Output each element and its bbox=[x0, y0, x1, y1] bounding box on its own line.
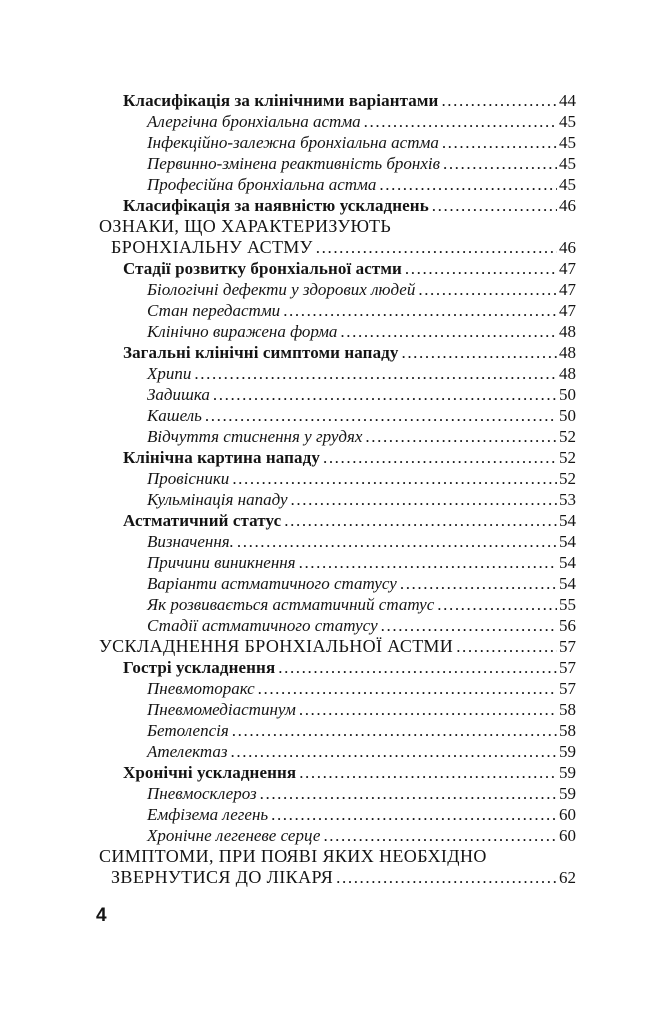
toc-entry-line bbox=[99, 720, 576, 741]
toc-entry-title: Стадії астматичного статусу bbox=[147, 616, 378, 635]
toc-entry-title: Стадії розвитку бронхіальної астми bbox=[123, 259, 402, 278]
toc-entry-title: БРОНХІАЛЬНУ АСТМУ bbox=[111, 237, 313, 257]
toc-entry-line bbox=[99, 615, 576, 636]
toc-entry-title: Пневмоторакс bbox=[147, 679, 255, 698]
toc-entry-title: Провісники bbox=[147, 469, 230, 488]
toc-entry-page: 52 bbox=[559, 427, 576, 446]
toc-entry-title: Інфекційно-залежна бронхіальна астма bbox=[147, 133, 439, 152]
toc-entry-page: 50 bbox=[559, 406, 576, 425]
toc-entry-page: 47 bbox=[559, 301, 576, 320]
toc-entry-page: 45 bbox=[559, 112, 576, 131]
dot-leader bbox=[194, 363, 557, 384]
dot-leader bbox=[323, 825, 557, 846]
toc-entry-page: 54 bbox=[559, 532, 576, 551]
toc-entry-title: СИМПТОМИ, ПРИ ПОЯВІ ЯКИХ НЕОБХІДНО bbox=[99, 846, 487, 866]
dot-leader bbox=[278, 657, 557, 678]
dot-leader bbox=[258, 678, 557, 699]
dot-leader bbox=[437, 594, 557, 615]
dot-leader bbox=[364, 111, 557, 132]
toc-entry-title: Професійна бронхіальна астма bbox=[147, 175, 377, 194]
toc-entry-line bbox=[99, 111, 576, 132]
toc-entry-title: Класифікація за клінічними варіантами bbox=[123, 91, 439, 110]
toc-entry-page: 48 bbox=[559, 343, 576, 362]
toc-entry-title: Алергічна бронхіальна астма bbox=[147, 112, 361, 131]
dot-leader bbox=[291, 489, 557, 510]
toc-entry-line bbox=[99, 762, 576, 783]
toc-entry-line bbox=[99, 867, 576, 888]
dot-leader bbox=[260, 783, 557, 804]
toc-entry-page: 47 bbox=[559, 259, 576, 278]
toc-entry-page: 54 bbox=[559, 574, 576, 593]
toc-entry-title: Варіанти астматичного статусу bbox=[147, 574, 397, 593]
toc-entry-page: 58 bbox=[559, 700, 576, 719]
dot-leader bbox=[205, 405, 557, 426]
toc-entry-line bbox=[99, 783, 576, 804]
dot-leader bbox=[381, 615, 557, 636]
toc-entry-page: 46 bbox=[559, 196, 576, 215]
toc-entry-line bbox=[99, 90, 576, 111]
toc-entry-page: 57 bbox=[559, 658, 576, 677]
toc-entry-page: 45 bbox=[559, 154, 576, 173]
dot-leader bbox=[237, 531, 557, 552]
dot-leader bbox=[232, 468, 557, 489]
toc-entry-line bbox=[99, 489, 576, 510]
toc-entry-title: Емфізема легень bbox=[147, 805, 269, 824]
toc-entry-title: Задишка bbox=[147, 385, 210, 404]
page-number: 4 bbox=[96, 905, 107, 926]
dot-leader bbox=[283, 300, 557, 321]
dot-leader bbox=[323, 447, 557, 468]
toc-entry-line bbox=[99, 426, 576, 447]
table-of-contents bbox=[99, 90, 576, 888]
toc-entry-line bbox=[99, 237, 576, 258]
toc-entry-title: Пневмосклероз bbox=[147, 784, 257, 803]
toc-entry-title: Астматичний статус bbox=[123, 511, 282, 530]
toc-entry-line bbox=[99, 468, 576, 489]
dot-leader bbox=[401, 342, 557, 363]
dot-leader bbox=[442, 132, 557, 153]
toc-entry-line bbox=[99, 741, 576, 762]
toc-entry-page: 48 bbox=[559, 364, 576, 383]
toc-entry-title: Хрипи bbox=[147, 364, 192, 383]
toc-entry-line bbox=[99, 447, 576, 468]
toc-entry-line bbox=[99, 699, 576, 720]
dot-leader bbox=[284, 510, 557, 531]
toc-entry-title: Кульмінація нападу bbox=[147, 490, 288, 509]
toc-entry-page: 59 bbox=[559, 763, 576, 782]
toc-entry-title: Як розвивається астматичний статус bbox=[147, 595, 435, 614]
toc-entry-page: 47 bbox=[559, 280, 576, 299]
toc-entry-title: Первинно-змінена реактивність бронхів bbox=[147, 154, 440, 173]
dot-leader bbox=[443, 153, 557, 174]
toc-entry-line bbox=[99, 279, 576, 300]
toc-entry-line bbox=[99, 363, 576, 384]
toc-entry-title: Причини виникнення bbox=[147, 553, 296, 572]
toc-entry-title: Відчуття стиснення у грудях bbox=[147, 427, 363, 446]
dot-leader bbox=[379, 174, 557, 195]
dot-leader bbox=[336, 867, 557, 888]
toc-entry-title: Пневмомедіастинум bbox=[147, 700, 296, 719]
dot-leader bbox=[299, 552, 557, 573]
toc-entry-page: 45 bbox=[559, 175, 576, 194]
dot-leader bbox=[400, 573, 557, 594]
dot-leader bbox=[365, 426, 557, 447]
toc-entry-line bbox=[99, 552, 576, 573]
toc-entry-page: 57 bbox=[559, 679, 576, 698]
toc-entry-title: Ателектаз bbox=[147, 742, 228, 761]
toc-entry-line bbox=[99, 195, 576, 216]
toc-entry-page: 60 bbox=[559, 805, 576, 824]
toc-entry-page: 46 bbox=[559, 238, 576, 257]
toc-entry-line bbox=[99, 825, 576, 846]
toc-entry-line bbox=[99, 846, 576, 867]
dot-leader bbox=[456, 636, 557, 657]
dot-leader bbox=[213, 384, 557, 405]
toc-entry-line bbox=[99, 132, 576, 153]
dot-leader bbox=[299, 699, 557, 720]
toc-entry-page: 62 bbox=[559, 868, 576, 887]
toc-entry-title: Гострі ускладнення bbox=[123, 658, 276, 677]
toc-entry-line bbox=[99, 342, 576, 363]
toc-entry-line bbox=[99, 384, 576, 405]
toc-entry-title: ЗВЕРНУТИСЯ ДО ЛІКАРЯ bbox=[111, 867, 334, 887]
toc-entry-page: 44 bbox=[559, 91, 576, 110]
toc-entry-page: 57 bbox=[559, 637, 576, 656]
toc-entry-page: 45 bbox=[559, 133, 576, 152]
toc-entry-title: Стан передастми bbox=[147, 301, 281, 320]
toc-entry-line bbox=[99, 405, 576, 426]
toc-entry-line bbox=[99, 678, 576, 699]
toc-entry-title: Клінічно виражена форма bbox=[147, 322, 338, 341]
toc-entry-line bbox=[99, 573, 576, 594]
toc-entry-page: 52 bbox=[559, 448, 576, 467]
toc-entry-page: 58 bbox=[559, 721, 576, 740]
toc-entry-title: Хронічні ускладнення bbox=[123, 763, 297, 782]
toc-entry-title: Класифікація за наявністю ускладнень bbox=[123, 196, 429, 215]
toc-entry-line bbox=[99, 258, 576, 279]
toc-entry-page: 50 bbox=[559, 385, 576, 404]
toc-entry-page: 60 bbox=[559, 826, 576, 845]
toc-entry-line bbox=[99, 216, 576, 237]
toc-entry-line bbox=[99, 321, 576, 342]
toc-entry-page: 54 bbox=[559, 511, 576, 530]
toc-entry-line bbox=[99, 657, 576, 678]
toc-entry-page: 59 bbox=[559, 742, 576, 761]
toc-entry-page: 56 bbox=[559, 616, 576, 635]
dot-leader bbox=[340, 321, 557, 342]
toc-entry-title: ОЗНАКИ, ЩО ХАРАКТЕРИЗУЮТЬ bbox=[99, 216, 392, 236]
dot-leader bbox=[405, 258, 557, 279]
toc-entry-line bbox=[99, 300, 576, 321]
toc-entry-title: Кашель bbox=[147, 406, 202, 425]
toc-entry-page: 54 bbox=[559, 553, 576, 572]
toc-entry-title: Визначення. bbox=[147, 532, 234, 551]
toc-entry-line bbox=[99, 594, 576, 615]
toc-entry-line bbox=[99, 153, 576, 174]
dot-leader bbox=[432, 195, 557, 216]
toc-entry-line bbox=[99, 531, 576, 552]
dot-leader bbox=[231, 741, 557, 762]
toc-entry-page: 52 bbox=[559, 469, 576, 488]
toc-entry-page: 59 bbox=[559, 784, 576, 803]
toc-entry-page: 55 bbox=[559, 595, 576, 614]
toc-entry-line bbox=[99, 174, 576, 195]
dot-leader bbox=[418, 279, 557, 300]
dot-leader bbox=[316, 237, 557, 258]
dot-leader bbox=[299, 762, 557, 783]
toc-entry-title: УСКЛАДНЕННЯ БРОНХІАЛЬНОЇ АСТМИ bbox=[99, 636, 454, 656]
toc-entry-line bbox=[99, 510, 576, 531]
dot-leader bbox=[271, 804, 557, 825]
toc-entry-line bbox=[99, 636, 576, 657]
toc-entry-title: Біологічні дефекти у здорових людей bbox=[147, 280, 416, 299]
dot-leader bbox=[441, 90, 557, 111]
dot-leader bbox=[232, 720, 557, 741]
toc-entry-title: Клінічна картина нападу bbox=[123, 448, 320, 467]
toc-entry-title: Хронічне легеневе серце bbox=[147, 826, 321, 845]
toc-entry-page: 53 bbox=[559, 490, 576, 509]
toc-entry-title: Загальні клінічні симптоми нападу bbox=[123, 343, 399, 362]
toc-entry-page: 48 bbox=[559, 322, 576, 341]
toc-entry-title: Бетолепсія bbox=[147, 721, 229, 740]
toc-entry-line bbox=[99, 804, 576, 825]
